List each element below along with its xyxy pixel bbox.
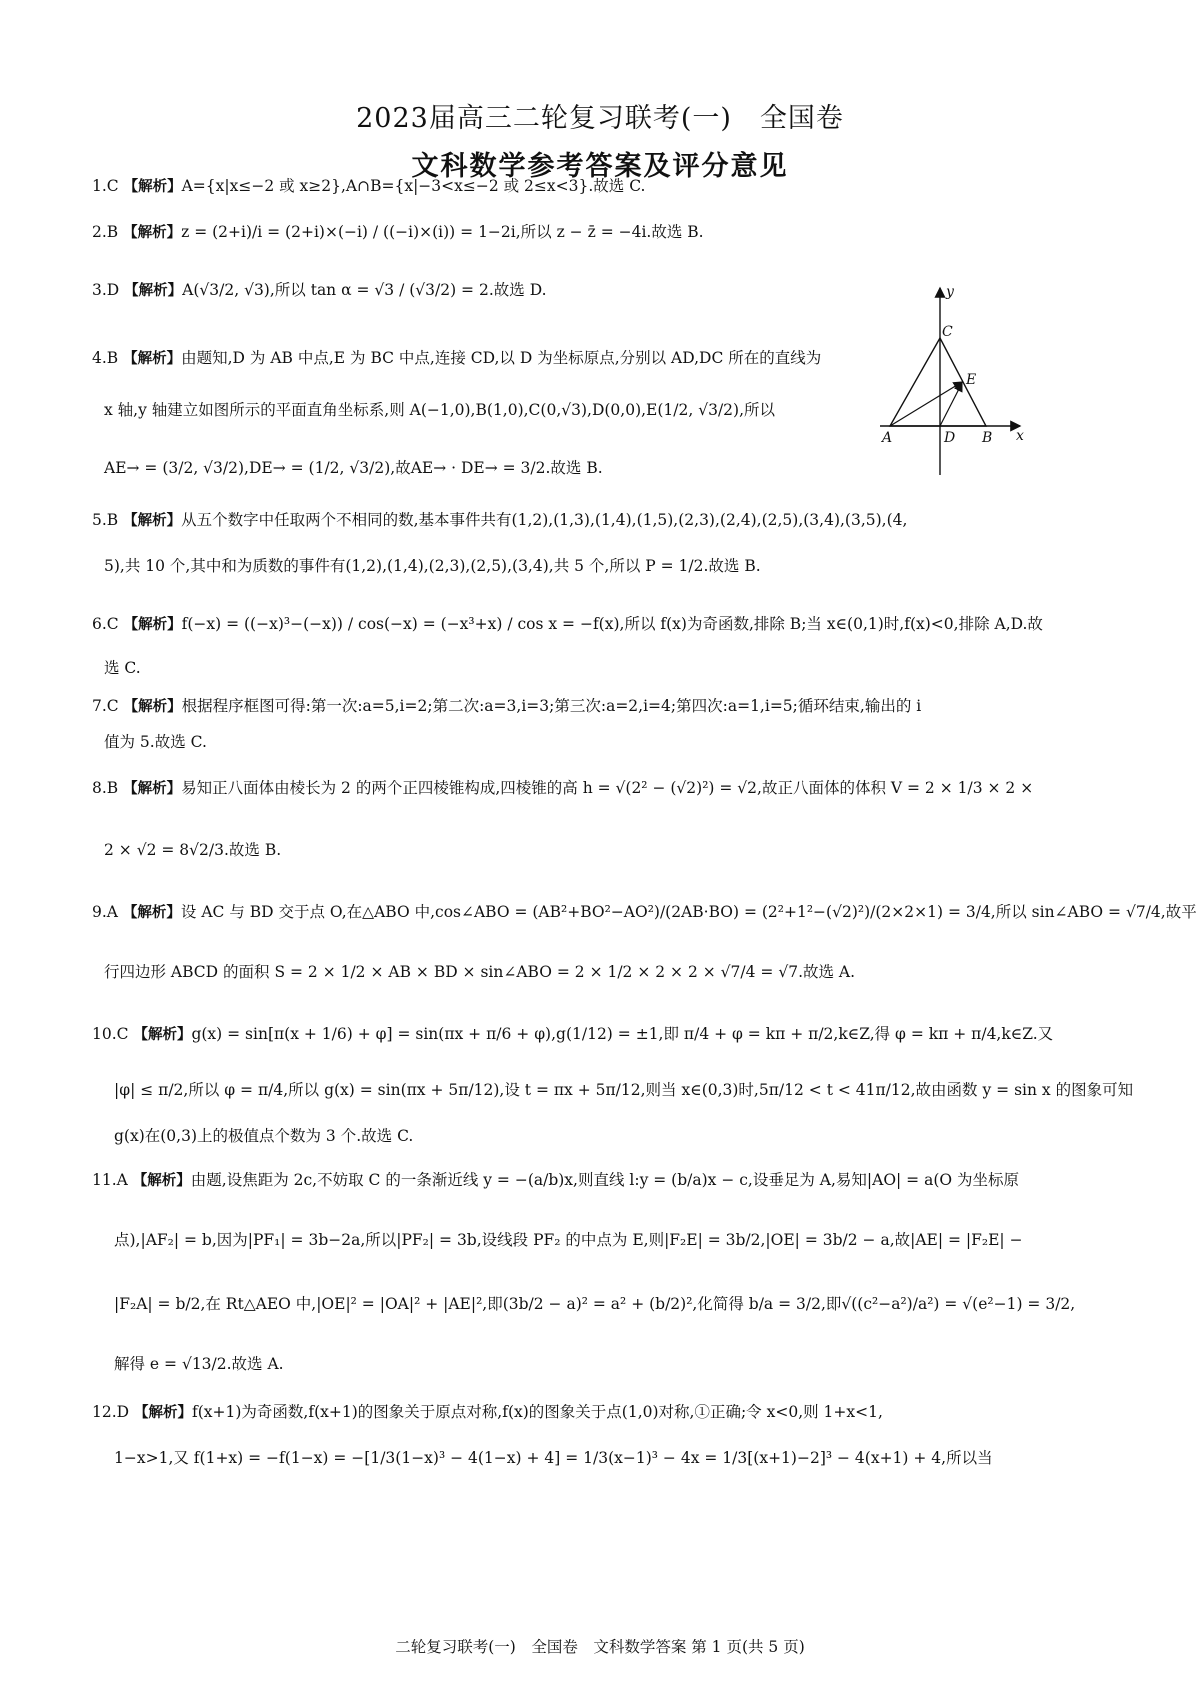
answer-line: A={x|x≤−2 或 x≥2},A∩B={x|−3<x≤−2 或 2≤x<3}.故选 C. <box>181 177 646 195</box>
answer-number: 1.C <box>92 177 119 195</box>
answer-11-line-3: |F₂A| = b/2,在 Rt△AEO 中,|OE|² = |OA|² + |AE|²,即(3b/2 − a)² = a² + (b/2)²,化简得 b/a = 3/2,即√((c²−a²)/a²) = √(e²−1) = 3/2, <box>114 1295 1076 1313</box>
label-e: E <box>966 372 977 388</box>
answer-line: A(√3/2, √3),所以 tan α = √3 / (√3/2) = 2.故选 D. <box>182 281 547 299</box>
analysis-tag: 【解析】 <box>123 513 182 529</box>
answer-2 <box>92 222 704 243</box>
answer-line: 从五个数字中任取两个不相同的数,基本事件共有(1,2),(1,3),(1,4),(1,5),(2,3),(2,4),(2,5),(3,4),(3,5),(4, <box>181 511 908 529</box>
analysis-tag: 【解析】 <box>123 179 182 195</box>
answer-number: 6.C <box>92 615 119 633</box>
answer-10-line-2: |φ| ≤ π/2,所以 φ = π/4,所以 g(x) = sin(πx + 5π/12),设 t = πx + 5π/12,则当 x∈(0,3)时,5π/12 < t < 41π/12,故由函数 y = sin x 的图象可知 <box>114 1081 1134 1099</box>
analysis-tag: 【解析】 <box>123 225 182 241</box>
answer-number: 7.C <box>92 697 119 715</box>
answer-line: 由题知,D 为 AB 中点,E 为 BC 中点,连接 CD,以 D 为坐标原点,分别以 AD,DC 所在的直线为 <box>181 349 822 367</box>
answer-1 <box>92 176 645 197</box>
answer-number: 2.B <box>92 223 119 241</box>
answer-number: 9.A <box>92 903 118 921</box>
answer-4-line-3: AE→ = (3/2, √3/2),DE→ = (1/2, √3/2),故AE→ · DE→ = 3/2.故选 B. <box>104 459 603 477</box>
analysis-tag: 【解析】 <box>122 905 181 921</box>
answer-number: 4.B <box>92 349 119 367</box>
label-a: A <box>882 430 893 446</box>
answer-3 <box>92 280 547 301</box>
vector-de <box>940 383 962 426</box>
analysis-tag: 【解析】 <box>123 617 182 633</box>
analysis-tag: 【解析】 <box>123 351 182 367</box>
answer-line: g(x) = sin[π(x + 1/6) + φ] = sin(πx + π/6 + φ),g(1/12) = ±1,即 π/4 + φ = kπ + π/2,k∈Z,得 φ = kπ + π/4,k∈Z.又 <box>191 1025 1054 1043</box>
answer-6 <box>92 614 1043 635</box>
answer-4-line-2: x 轴,y 轴建立如图所示的平面直角坐标系,则 A(−1,0),B(1,0),C(0,√3),D(0,0),E(1/2, √3/2),所以 <box>104 401 776 419</box>
answer-number: 11.A <box>92 1171 128 1189</box>
page-title: 2023届高三二轮复习联考(一) 全国卷 <box>356 103 844 134</box>
answer-line: f(x+1)为奇函数,f(x+1)的图象关于原点对称,f(x)的图象关于点(1,0)对称,①正确;令 x<0,则 1+x<1, <box>192 1403 883 1421</box>
answer-line: 根据程序框图可得:第一次:a=5,i=2;第二次:a=3,i=3;第三次:a=2,i=4;第四次:a=1,i=5;循环结束,输出的 i <box>181 697 922 715</box>
answer-8-line-2: 2 × √2 = 8√2/3.故选 B. <box>104 841 282 859</box>
answer-line: 由题,设焦距为 2c,不妨取 C 的一条渐近线 y = −(a/b)x,则直线 l:y = (b/a)x − c,设垂足为 A,易知|AO| = a(O 为坐标原 <box>190 1171 1020 1189</box>
answer-5 <box>92 510 907 531</box>
answer-number: 3.D <box>92 281 120 299</box>
answer-5-line-2: 5),共 10 个,其中和为质数的事件有(1,2),(1,4),(2,3),(2,5),(3,4),共 5 个,所以 P = 1/2.故选 B. <box>104 557 761 575</box>
analysis-tag: 【解析】 <box>133 1027 192 1043</box>
answer-7 <box>92 696 921 717</box>
answer-number: 8.B <box>92 779 119 797</box>
answer-number: 5.B <box>92 511 119 529</box>
answer-10-line-3: g(x)在(0,3)上的极值点个数为 3 个.故选 C. <box>114 1127 414 1145</box>
answer-9-line-2: 行四边形 ABCD 的面积 S = 2 × 1/2 × AB × BD × sin∠ABO = 2 × 1/2 × 2 × 2 × √7/4 = √7.故选 A. <box>104 963 856 981</box>
answer-11-line-2: 点),|AF₂| = b,因为|PF₁| = 3b−2a,所以|PF₂| = 3b,设线段 PF₂ 的中点为 E,则|F₂E| = 3b/2,|OE| = 3b/2 − a,故|AE| = |F₂E| − <box>114 1231 1023 1249</box>
analysis-tag: 【解析】 <box>132 1173 191 1189</box>
answer-12-line-2: 1−x>1,又 f(1+x) = −f(1−x) = −[1/3(1−x)³ − 4(1−x) + 4] = 1/3(x−1)³ − 4x = 1/3[(x+1)−2]³ − 4(x+1) + 4,所以当 <box>114 1449 993 1467</box>
answer-8 <box>92 778 1033 799</box>
answer-9 <box>92 902 1197 923</box>
answer-12 <box>92 1402 883 1423</box>
label-d: D <box>944 430 956 446</box>
label-c: C <box>942 324 953 340</box>
coordinate-figure <box>870 280 1030 480</box>
analysis-tag: 【解析】 <box>123 699 182 715</box>
answer-6-line-2: 选 C. <box>104 659 141 677</box>
label-x: x <box>1016 428 1024 444</box>
answer-11 <box>92 1170 1019 1191</box>
analysis-tag: 【解析】 <box>134 1405 193 1421</box>
answer-number: 10.C <box>92 1025 129 1043</box>
answer-4 <box>92 348 821 369</box>
analysis-tag: 【解析】 <box>124 283 183 299</box>
answer-line: f(−x) = ((−x)³−(−x)) / cos(−x) = (−x³+x) / cos x = −f(x),所以 f(x)为奇函数,排除 B;当 x∈(0,1)时,f(x)<0,排除 A,D.故 <box>181 615 1043 633</box>
answer-11-line-4: 解得 e = √13/2.故选 A. <box>114 1355 284 1373</box>
analysis-tag: 【解析】 <box>123 781 182 797</box>
page-footer: 二轮复习联考(一) 全国卷 文科数学答案 第 1 页(共 5 页) <box>395 1638 805 1656</box>
page-subtitle: 文科数学参考答案及评分意见 <box>411 151 789 182</box>
label-y: y <box>946 284 954 300</box>
answer-line: z = (2+i)/i = (2+i)×(−i) / ((−i)×(i)) = 1−2i,所以 z − z̄ = −4i.故选 B. <box>181 223 704 241</box>
answer-line: 易知正八面体由棱长为 2 的两个正四棱锥构成,四棱锥的高 h = √(2² − (√2)²) = √2,故正八面体的体积 V = 2 × 1/3 × 2 × <box>181 779 1034 797</box>
answer-10 <box>92 1024 1053 1045</box>
answer-7-line-2: 值为 5.故选 C. <box>104 733 207 751</box>
answer-line: 设 AC 与 BD 交于点 O,在△ABO 中,cos∠ABO = (AB²+BO²−AO²)/(2AB·BO) = (2²+1²−(√2)²)/(2×2×1) = 3/4,所以 sin∠ABO = √7/4,故平 <box>180 903 1197 921</box>
label-b: B <box>982 430 993 446</box>
answer-number: 12.D <box>92 1403 130 1421</box>
